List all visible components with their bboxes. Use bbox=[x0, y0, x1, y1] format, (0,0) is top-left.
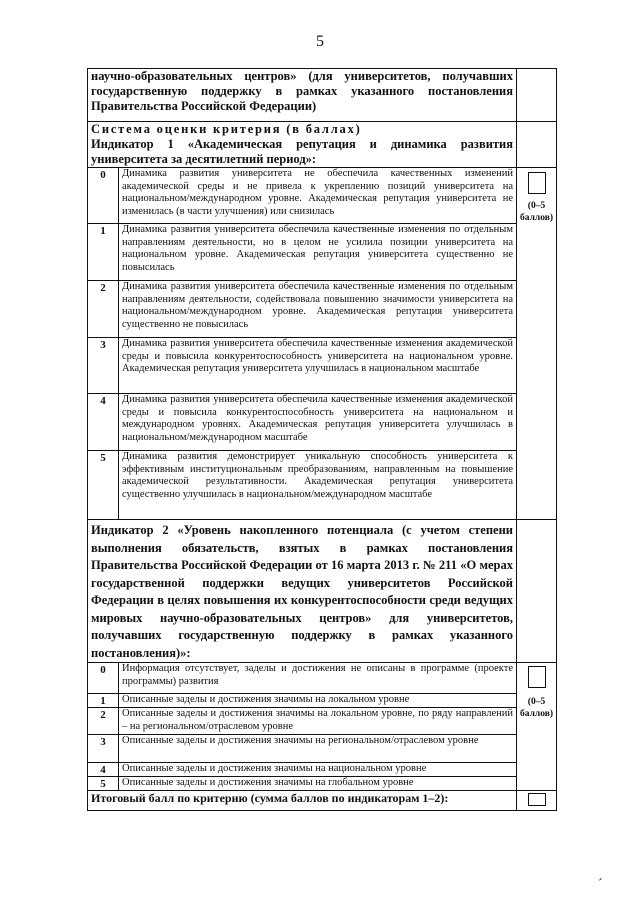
table-row bbox=[88, 224, 557, 281]
scan-mark: ˊ bbox=[598, 877, 603, 892]
table-row bbox=[88, 394, 557, 451]
table-row bbox=[88, 281, 557, 338]
indicator2-score-cell bbox=[517, 663, 557, 791]
row-code: 3 bbox=[88, 338, 119, 394]
row-code: 1 bbox=[88, 224, 119, 281]
row-code: 1 bbox=[88, 694, 119, 708]
row-text: Динамика развития университета обеспечила качественные изменения по отдельным направлениям деятельности, но в целом не усилила позиции университета на национальном уровне. Академическая репутация университета существенно не повысилась bbox=[119, 224, 517, 281]
total-score-cell bbox=[517, 791, 557, 811]
table-row bbox=[88, 735, 557, 763]
row-text: Информация отсутствует, заделы и достижения не описаны в программе (проекте программы) развития bbox=[119, 663, 517, 694]
row-code: 3 bbox=[88, 735, 119, 763]
table-row bbox=[88, 168, 557, 224]
indicator1-score-cell bbox=[517, 168, 557, 520]
row-code: 4 bbox=[88, 394, 119, 451]
row-code: 5 bbox=[88, 451, 119, 520]
score-input-box[interactable] bbox=[528, 666, 546, 688]
table-row bbox=[88, 663, 557, 694]
total-row-label: Итоговый балл по критерию (сумма баллов по индикаторам 1–2): bbox=[88, 791, 517, 811]
row-code: 2 bbox=[88, 281, 119, 338]
row-text: Динамика развития университета обеспечила качественные изменения академической среды и повысила конкурентоспособность университета на национальном и международном уровнях. Академическая репутация университета улучшилась в национальном/международном масштабе bbox=[119, 394, 517, 451]
row-text: Описанные заделы и достижения значимы на локальном уровне, по ряду направлений – на региональном/отраслевом уровне bbox=[119, 708, 517, 735]
table-row bbox=[88, 694, 557, 708]
row-text: Динамика развития демонстрирует уникальную способность университета к эффективным институциональным преобразованиям, направленным на повышение академической результативности. Академическая репутация университета существенно улучшилась в национальном/международном масштабе bbox=[119, 451, 517, 520]
row-code: 2 bbox=[88, 708, 119, 735]
indicator1-score-range: (0–5 баллов) bbox=[520, 201, 554, 223]
table-row bbox=[88, 763, 557, 777]
system-heading: Система оценки критерия (в баллах) bbox=[91, 122, 362, 136]
page-number: 5 bbox=[316, 33, 324, 50]
row-text: Динамика развития университета обеспечила качественные изменения по отдельным направлениям деятельности, содействовала повышению значимости университета на национальном/международном уровне. Академическая репутация университета существенно не повысилась bbox=[119, 281, 517, 338]
table-row bbox=[88, 451, 557, 520]
table-row bbox=[88, 338, 557, 394]
indicator2-title: Индикатор 2 «Уровень накопленного потенциала (с учетом степени выполнения обязательств, взятых в рамках постановления Правительства Российской Федерации от 16 марта 2013 г. № 211 «О мерах государственной поддержки ведущих университетов Российской Федерации в целях повышения их конкурентоспособности среди ведущих мировых научно-образовательных центров» для университетов, получавших государственную поддержку в рамках указанного постановления)»: bbox=[88, 520, 517, 663]
table-row bbox=[88, 708, 557, 735]
criteria-table bbox=[87, 68, 557, 811]
row-text: Динамика развития университета не обеспечила качественных изменений академической среды и не привела к укреплению позиций университета на национальном/международном уровне. Академическая репутация университета не изменилась (в части улучшения) или снизилась bbox=[119, 168, 517, 224]
row-text: Описанные заделы и достижения значимы на глобальном уровне bbox=[119, 777, 517, 791]
row-code: 5 bbox=[88, 777, 119, 791]
score-input-box[interactable] bbox=[528, 172, 546, 194]
table-row bbox=[88, 777, 557, 791]
intro-text: научно-образовательных центров» (для университетов, получавших государственную поддержку в рамках указанного постановления Правительства Российской Федерации) bbox=[88, 69, 517, 122]
total-score-box[interactable] bbox=[528, 793, 546, 806]
indicator1-title: Индикатор 1 «Академическая репутация и динамика развития университета за десятилетний период»: bbox=[91, 137, 513, 166]
row-text: Описанные заделы и достижения значимы на региональном/отраслевом уровне bbox=[119, 735, 517, 763]
indicator1-header bbox=[88, 122, 517, 168]
row-text: Динамика развития университета обеспечила качественные изменения академической среды и повысила конкурентоспособность университета на национальном уровне. Академическая репутация университета улучшилась в национальном масштабе bbox=[119, 338, 517, 394]
row-code: 4 bbox=[88, 763, 119, 777]
row-code: 0 bbox=[88, 663, 119, 694]
indicator2-score-range: (0–5 баллов) bbox=[520, 697, 554, 719]
row-text: Описанные заделы и достижения значимы на локальном уровне bbox=[119, 694, 517, 708]
row-code: 0 bbox=[88, 168, 119, 224]
row-text: Описанные заделы и достижения значимы на национальном уровне bbox=[119, 763, 517, 777]
